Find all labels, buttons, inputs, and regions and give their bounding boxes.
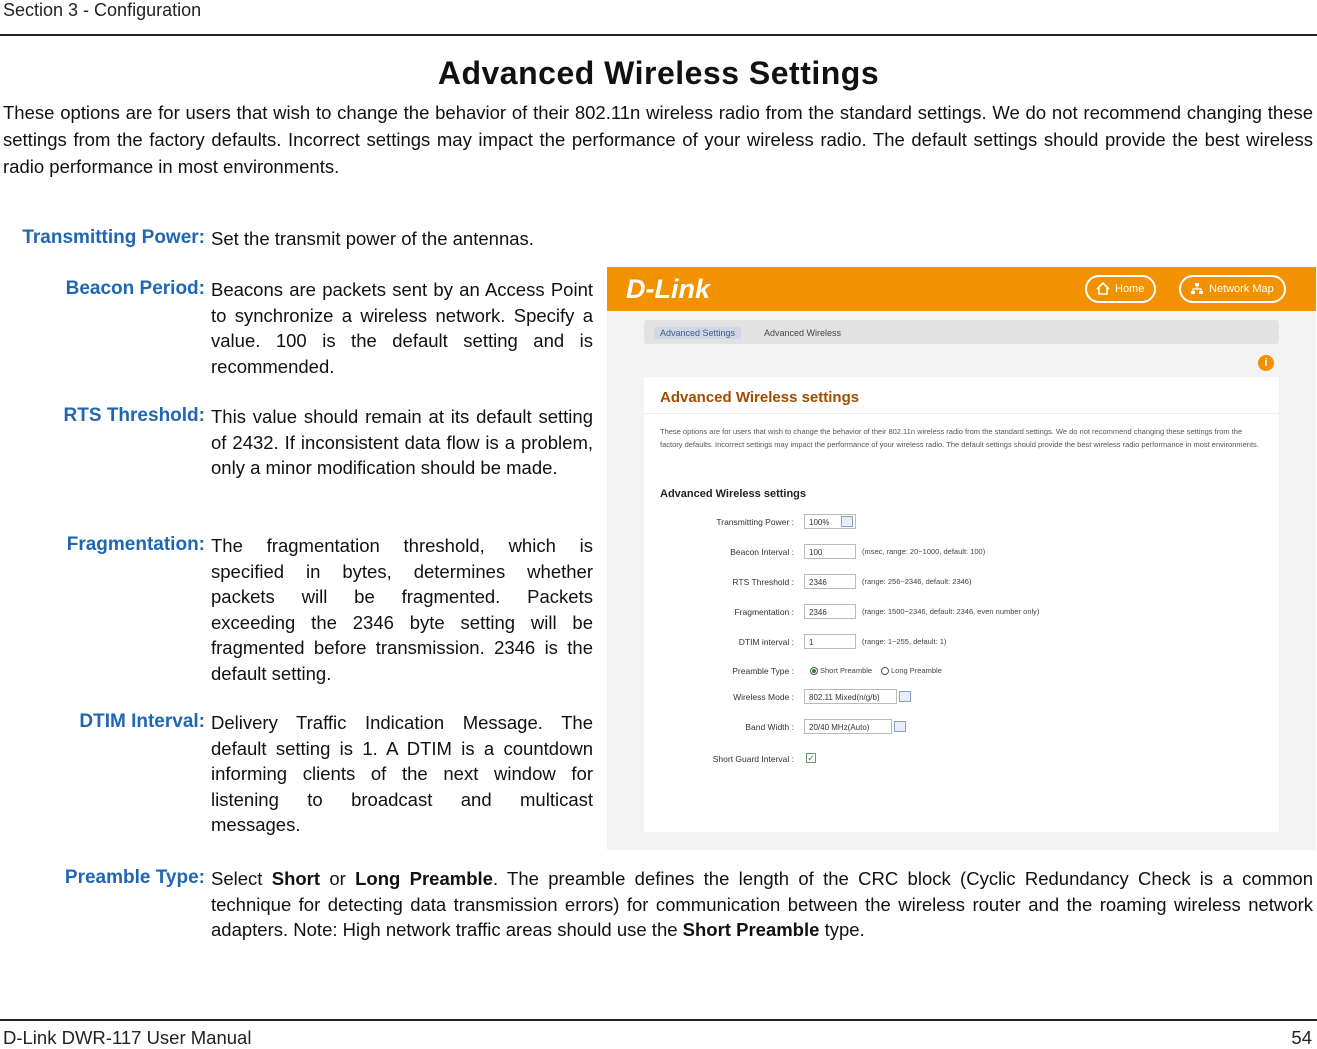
preamble-short-label: Short Preamble [820,666,873,675]
intro-paragraph: These options are for users that wish to change the behavior of their 802.11n wireless radio from the standard settings. We do not recommend changing these settings from the factory defaults. Incorrect settings may impact the performance of your wireless radio. The default settings should provide the best wireless radio performance in most environments. [3,102,1313,177]
router-screenshot [607,267,1316,850]
chevron-down-icon[interactable] [899,691,911,702]
dtim-interval-input[interactable]: 1 [804,634,856,649]
router-topbar [607,267,1316,311]
panel-description: These options are for users that wish to change the behavior of their 802.11n wireless radio from the standard settings. We do not recommend changing these settings from the factory defaults. Incorrect settings may impact the performance of your wireless radio. The default settings should provide the best wireless radio performance in most environments. [660,427,1259,449]
panel-divider [644,413,1279,414]
desc-transmitting-power: Set the transmit power of the antennas. [211,228,534,249]
panel-title: Advanced Wireless settings [660,389,860,406]
rts-threshold-input[interactable]: 2346 [804,574,856,589]
footer-divider [0,1019,1317,1021]
desc-preamble-type: Select Short or Long Preamble. The preamble defines the length of the CRC block (Cyclic Redundancy Check is a common technique for detecting data transmission errors) for communication between the wireless router and the roaming wireless network adapters. Note: High network traffic areas should use the Short Preamble type. [211,868,1314,940]
fragmentation-hint: (range: 1500~2346, default: 2346, even number only) [862,607,1040,616]
beacon-interval-input[interactable]: 100 [804,544,856,559]
page-title: Advanced Wireless Settings [437,55,880,91]
term-fragmentation: Fragmentation: [66,534,205,555]
header-divider [0,34,1317,36]
nav-home-button[interactable]: Home [1085,275,1156,303]
footer-manual-title: D-Link DWR-117 User Manual [3,1027,252,1048]
term-rts-threshold: RTS Threshold: [63,405,205,426]
band-width-label: Band Width : [745,722,794,732]
breadcrumb-advanced-settings[interactable]: Advanced Settings [654,327,741,339]
preamble-long-radio[interactable] [881,667,889,675]
section-header: Section 3 - Configuration [3,0,202,20]
beacon-interval-label: Beacon Interval : [730,547,794,557]
desc-rts-threshold: This value should remain at its default setting of 2432. If inconsistent data flow is a problem, only a minor modification should be made. [211,406,593,478]
term-beacon-period: Beacon Period: [65,278,205,299]
breadcrumb-advanced-wireless: Advanced Wireless [764,328,842,338]
desc-beacon-period: Beacons are packets sent by an Access Point to synchronize a wireless network. Specify a value. 100 is the default setting and is recommended. [211,279,593,377]
tx-power-select[interactable]: 100% [804,514,856,529]
short-guard-interval-label: Short Guard Interval : [712,754,794,764]
band-width-select[interactable]: 20/40 MHz(Auto) [804,719,892,734]
dlink-logo: D-Link [626,274,710,304]
preamble-long-label: Long Preamble [891,666,942,675]
nav-network-map-button[interactable]: Network Map [1179,275,1286,303]
term-transmitting-power: Transmitting Power: [22,227,205,248]
network-map-icon [1190,282,1204,295]
dtim-interval-hint: (range: 1~255, default: 1) [862,637,947,646]
wireless-mode-label: Wireless Mode : [733,692,794,702]
preamble-type-label: Preamble Type : [732,666,794,676]
fragmentation-input[interactable]: 2346 [804,604,856,619]
rts-threshold-label: RTS Threshold : [732,577,794,587]
info-icon[interactable]: i [1258,355,1274,371]
fragmentation-label: Fragmentation : [734,607,794,617]
wireless-mode-select[interactable]: 802.11 Mixed(n/g/b) [804,689,897,704]
short-guard-interval-checkbox[interactable]: ✓ [807,753,815,763]
rts-threshold-hint: (range: 256~2346, default: 2346) [862,577,972,586]
breadcrumb [644,320,1279,344]
beacon-interval-hint: (msec, range: 20~1000, default: 100) [862,547,986,556]
desc-dtim-interval: Delivery Traffic Indication Message. The default setting is 1. A DTIM is a countdown informing clients of the next window for listening to broadcast and multicast messages. [211,712,593,835]
home-icon [1096,282,1110,295]
term-dtim-interval: DTIM Interval: [79,711,205,732]
dtim-interval-label: DTIM interval : [738,637,794,647]
chevron-down-icon[interactable] [894,721,906,732]
preamble-short-radio[interactable] [810,667,818,675]
desc-fragmentation: The fragmentation threshold, which is specified in bytes, determines whether packets will be fragmented. Packets exceeding the 2346 byte setting will be fragmented before transmission. 2346 is the default setting. [211,535,593,684]
settings-panel [644,377,1279,832]
page-number: 54 [1291,1027,1312,1048]
chevron-down-icon[interactable] [841,516,853,527]
tx-power-label: Transmitting Power : [716,517,794,527]
term-preamble-type: Preamble Type: [64,867,205,888]
settings-subtitle: Advanced Wireless settings [660,488,807,500]
